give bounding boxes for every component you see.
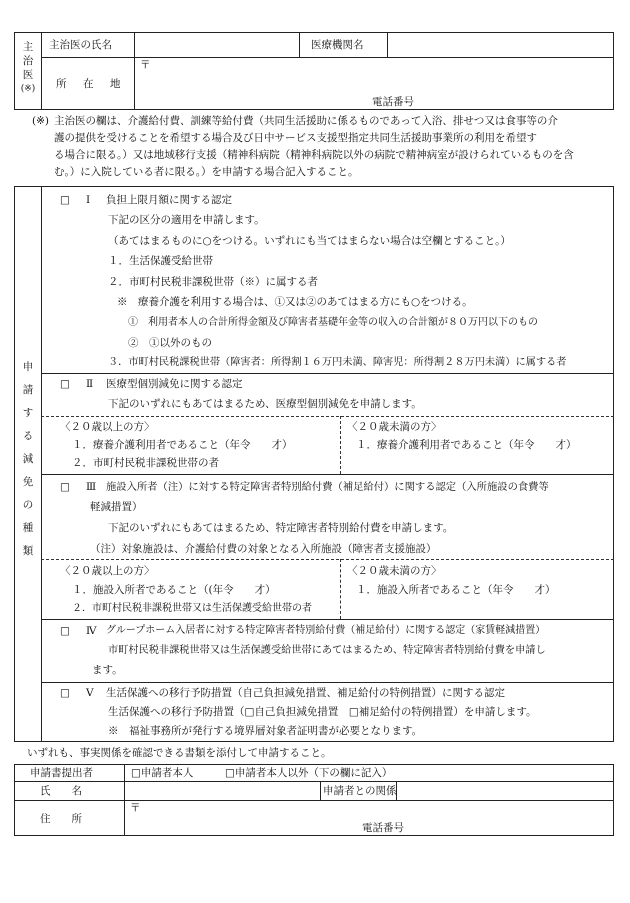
relation-divider-1 [320,781,321,800]
s4-line: ます。 [92,664,123,676]
s5-checkbox[interactable]: □ [60,687,70,699]
s2-dashed-top [41,416,614,417]
note-line: む。）に入院している者に限る。）を申請する場合記入すること。 [54,166,359,178]
s4-checkbox[interactable]: □ [60,625,70,637]
physician-address-field[interactable] [136,59,611,93]
s3-line: 下記のいずれにもあてはまるため、特定障害者特別給付費を申請します。 [108,522,454,534]
physician-name-field[interactable] [136,34,296,55]
side-char: (※) [20,84,36,94]
s3-right-head: 〈２０歳未満の方〉 [347,565,442,577]
s1-sub-option-1[interactable]: ① 利用者本人の合計所得金額及び障害者基礎年金等の収入の合計額が８０万円以下のもの [128,317,538,328]
submitter-label: 申請書提出者 [30,767,93,779]
submitter-option-self[interactable]: □申請者本人 [131,767,194,779]
submitter-name-field[interactable] [126,783,318,799]
side-char: 申 [22,361,34,373]
s4-title: グループホーム入居者に対する特定障害者特別給付費（補足給付）に関する認定（家賃軽減措置） [106,625,546,636]
submitter-phone-label: 電話番号 [362,822,404,834]
s2-divider [41,474,614,475]
s2-right-item-1[interactable]: １．療養介護利用者であること（年令 才） [356,439,577,451]
submitter-row-1 [14,781,614,782]
s3-left-item-1[interactable]: １．施設入所者であること（(年令 才） [72,584,276,596]
physician-inst-divider-1 [299,32,300,57]
physician-address-label: 所 在 地 [56,78,124,90]
s2-checkbox[interactable]: □ [60,378,70,390]
s3-title-line: 軽減措置） [90,501,143,513]
physician-row-divider [41,57,614,58]
s3-divider [41,619,614,620]
s2-numeral: Ⅱ [86,378,94,390]
s2-left-item-2[interactable]: ２．市町村民税非課税世帯の者 [72,457,219,469]
s2-dashed-mid [340,416,341,474]
side-char: 類 [22,545,34,557]
reduction-side-divider [41,186,42,742]
s3-note: （注）対象施設は、介護給付費の対象となる入所施設（障害者支援施設） [90,543,437,555]
side-char: 医 [22,69,34,81]
institution-field[interactable] [389,34,611,55]
s2-left-head: 〈２０歳以上の方〉 [60,421,155,433]
s1-line: ※ 療養介護を利用する場合は、①又は②のあてはまる方にも○をつける。 [117,296,473,308]
note-line: 主治医の欄は、介護給付費、訓練等給付費（共同生活援助に係るものであって入浴、排せつ又は食事等の介 [54,115,558,127]
s1-divider [41,373,614,374]
s3-title-line: 施設入所者（注）に対する特定障害者特別給付費（補足給付）に関する認定（入所施設の食費等 [106,481,549,493]
s3-right-item-1[interactable]: １．施設入所者であること（年令 才） [356,584,556,596]
s1-option-1[interactable]: １．生活保護受給世帯 [108,255,213,267]
s2-left-item-1[interactable]: １．療養介護利用者であること（年令 才） [72,439,293,451]
s5-line[interactable]: 生活保護への移行予防措置（□自己負担減免措置 □補足給付の特例措置）を申請します。 [108,706,537,718]
s3-dashed-top [41,559,614,560]
side-char: の [22,499,34,511]
s2-title: 医療型個別減免に関する認定 [106,378,243,390]
s1-numeral: Ⅰ [86,194,91,206]
s3-left-item-2[interactable]: ２．市町村民税非課税世帯又は生活保護受給世帯の者 [72,603,312,614]
reduction-side-label [15,356,41,563]
physician-note-mark: (※) [32,115,49,127]
attach-note: いずれも、事実関係を確認できる書類を添付して申請すること。 [27,747,332,759]
side-char: 種 [22,522,34,534]
side-char: 請 [22,384,34,396]
note-line: 護の提供を受けることを希望する場合及び日中サービス支援型指定共同生活援助事業所の利用を希望す [54,132,537,144]
submitter-postal-mark: 〒 [130,802,141,814]
s2-right-head: 〈２０歳未満の方〉 [347,421,442,433]
s1-line: （あてはまるものに○をつける。いずれにも当てはまらない場合は空欄とすること。） [108,235,511,247]
physician-side-divider [41,32,42,110]
s1-option-3[interactable]: ３．市町村民税課税世帯（障害者：所得割１６万円未満、障害児：所得割２８万円未満）に属する者 [108,357,567,368]
side-char: 主 [22,41,34,53]
submitter-name-label: 氏 名 [40,785,82,797]
s3-numeral: Ⅲ [86,481,97,493]
relation-label: 申請者との関係 [323,785,397,797]
s4-line: 市町村民税非課税世帯又は生活保護受給世帯にあてはまるため、特定障害者特別給付費を申請し [108,645,546,656]
relation-field[interactable] [398,783,612,799]
s5-title: 生活保護への移行予防措置（自己負担減免措置、補足給付の特例措置）に関する認定 [106,687,505,699]
physician-label-divider [134,32,135,110]
submitter-row-2 [14,800,614,801]
side-char: 免 [22,476,34,488]
s1-option-2[interactable]: ２．市町村民税非課税世帯（※）に属する者 [108,276,318,288]
side-char: 治 [22,55,34,67]
side-char: 減 [22,453,34,465]
physician-note [54,113,574,181]
physician-inst-divider-2 [387,32,388,57]
submitter-address-label: 住 所 [40,813,82,825]
s1-title: 負担上限月額に関する認定 [106,194,232,206]
s5-numeral: Ⅴ [86,687,94,699]
submitter-option-other[interactable]: □申請者本人以外（下の欄に記入） [225,767,393,779]
physician-side-label [15,40,41,96]
s3-dashed-mid [340,559,341,619]
side-char: す [22,407,34,419]
s3-checkbox[interactable]: □ [60,481,70,493]
side-char: る [22,430,34,442]
s3-left-head: 〈２０歳以上の方〉 [60,565,155,577]
s2-line: 下記のいずれにもあてはまるため、医療型個別減免を申請します。 [108,398,422,410]
physician-name-label: 主治医の氏名 [49,39,112,51]
institution-label: 医療機関名 [311,39,364,51]
postal-mark: 〒 [140,59,151,71]
s5-note: ※ 福祉事務所が発行する境界層対象者証明書が必要となります。 [108,725,423,737]
s4-divider [41,682,614,683]
s1-line: 下記の区分の適用を申請します。 [108,214,265,226]
s4-numeral: Ⅳ [86,625,97,637]
submitter-address-field[interactable] [126,802,612,822]
s1-checkbox[interactable]: □ [60,194,70,206]
note-line: る場合に限る。）又は地域移行支援（精神科病院（精神科病院以外の病院で精神病室が設けられているものを含 [54,149,574,161]
physician-phone-label: 電話番号 [372,96,414,108]
s1-sub-option-2[interactable]: ② ①以外のもの [128,337,212,349]
